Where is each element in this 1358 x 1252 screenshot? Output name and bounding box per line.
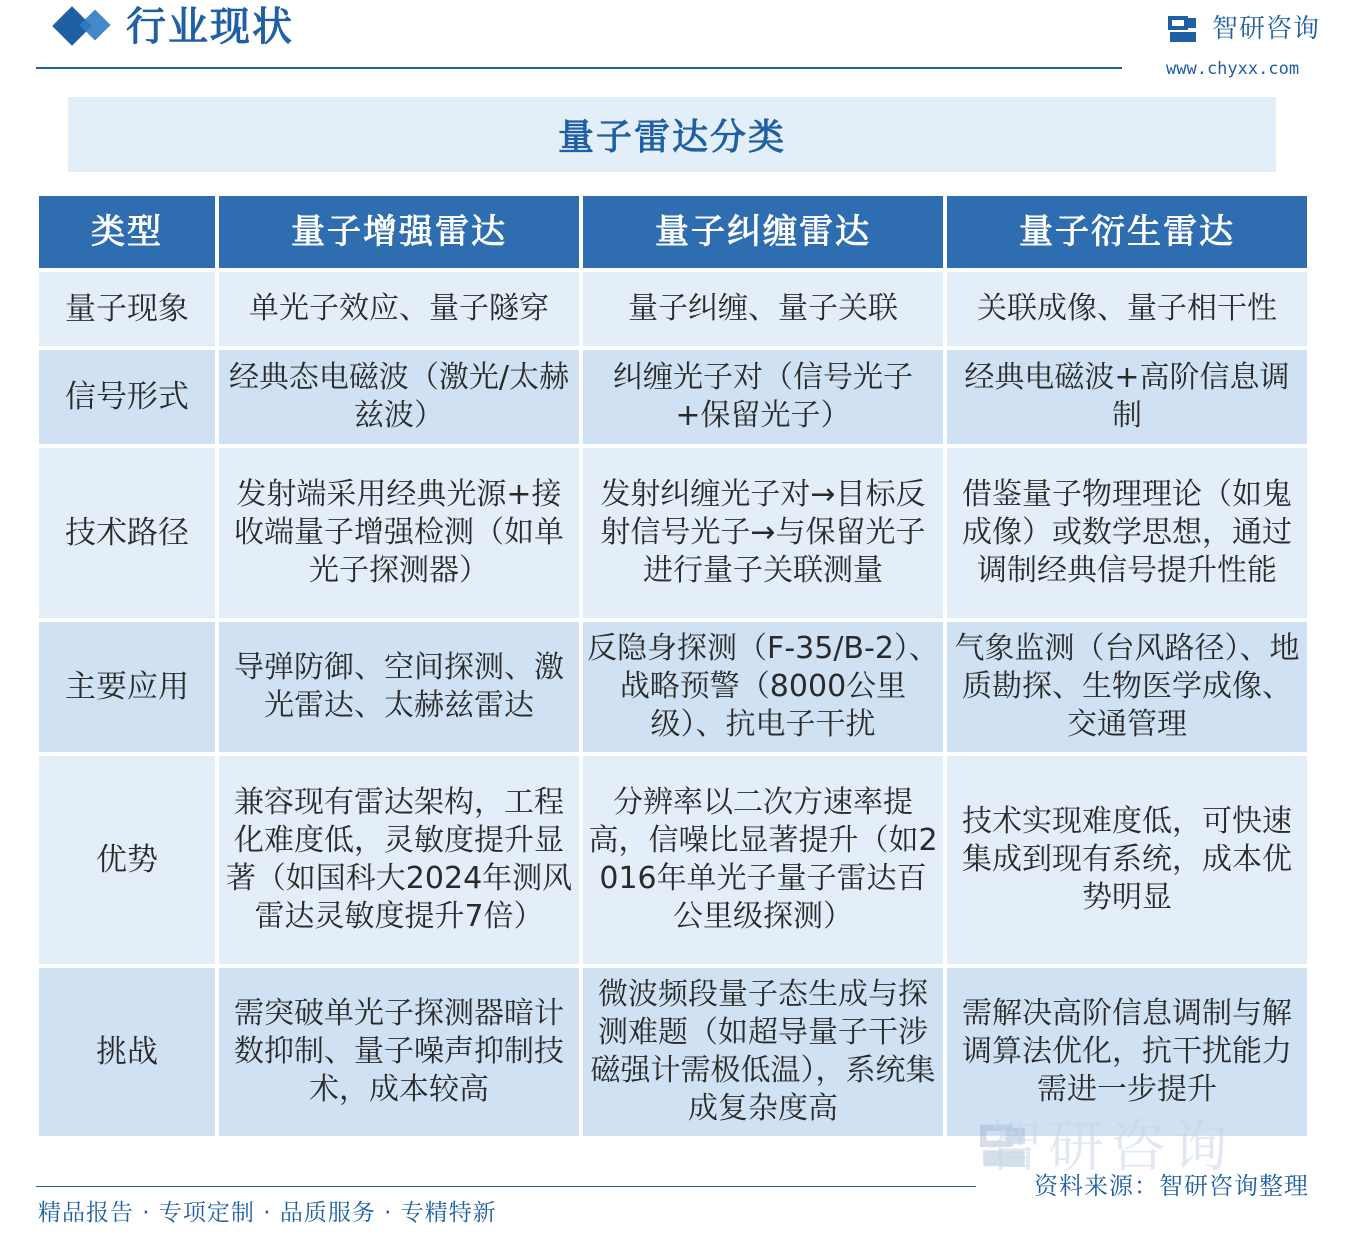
table-cell: 量子纠缠、量子关联: [581, 270, 945, 348]
footer-slogan: 精品报告 · 专项定制 · 品质服务 · 专精特新: [38, 1200, 497, 1226]
table-cell: 需突破单光子探测器暗计数抑制、量子噪声抑制技术，成本较高: [217, 966, 581, 1138]
brand-logo-icon: [1168, 16, 1198, 44]
table-cell: 借鉴量子物理理论（如鬼成像）或数学思想，通过调制经典信号提升性能: [945, 446, 1309, 620]
column-header-type: 类型: [37, 194, 217, 270]
table-cell: 微波频段量子态生成与探测难题（如超导量子干涉磁强计需极低温），系统集成复杂度高: [581, 966, 945, 1138]
row-label: 主要应用: [37, 620, 217, 754]
diamond-accent-icon: [79, 9, 110, 40]
row-label: 优势: [37, 754, 217, 966]
table-cell: 气象监测（台风路径）、地质勘探、生物医学成像、交通管理: [945, 620, 1309, 754]
table-row: [37, 270, 1309, 348]
section-title: 行业现状: [126, 4, 294, 50]
watermark-text: 智研咨询: [986, 1115, 1234, 1180]
column-header-derived: 量子衍生雷达: [945, 194, 1309, 270]
page-header: [0, 0, 1358, 80]
table-cell: 经典电磁波+高阶信息调制: [945, 348, 1309, 446]
table-cell: 技术实现难度低，可快速集成到现有系统，成本优势明显: [945, 754, 1309, 966]
table-row: [37, 446, 1309, 620]
table-cell: 导弹防御、空间探测、激光雷达、太赫兹雷达: [217, 620, 581, 754]
row-label: 技术路径: [37, 446, 217, 620]
header-divider: [36, 67, 1122, 69]
table-header-row: [37, 194, 1309, 270]
brand-url: www.chyxx.com: [1166, 59, 1300, 79]
source-note: 资料来源：智研咨询整理: [1034, 1172, 1309, 1200]
table-cell: 发射端采用经典光源+接收端量子增强检测（如单光子探测器）: [217, 446, 581, 620]
brand-name: 智研咨询: [1212, 14, 1321, 44]
table-title: 量子雷达分类: [68, 97, 1276, 172]
quantum-radar-table: [35, 192, 1311, 1140]
table-row: [37, 966, 1309, 1138]
row-label: 挑战: [37, 966, 217, 1138]
table-cell: 兼容现有雷达架构，工程化难度低，灵敏度提升显著（如国科大2024年测风雷达灵敏度提升7倍）: [217, 754, 581, 966]
table-cell: 反隐身探测（F-35/B-2）、战略预警（8000公里级）、抗电子干扰: [581, 620, 945, 754]
table-cell: 关联成像、量子相干性: [945, 270, 1309, 348]
column-header-entangled: 量子纠缠雷达: [581, 194, 945, 270]
table-row: [37, 754, 1309, 966]
table-cell: 经典态电磁波（激光/太赫兹波）: [217, 348, 581, 446]
footer-divider: [36, 1186, 976, 1187]
table-row: [37, 620, 1309, 754]
table-cell: 纠缠光子对（信号光子+保留光子）: [581, 348, 945, 446]
table-cell: 发射纠缠光子对→目标反射信号光子→与保留光子进行量子关联测量: [581, 446, 945, 620]
table-row: [37, 348, 1309, 446]
table-cell: 需解决高阶信息调制与解调算法优化，抗干扰能力需进一步提升: [945, 966, 1309, 1138]
table-cell: 单光子效应、量子隧穿: [217, 270, 581, 348]
row-label: 量子现象: [37, 270, 217, 348]
row-label: 信号形式: [37, 348, 217, 446]
table-cell: 分辨率以二次方速率提高，信噪比显著提升（如2016年单光子量子雷达百公里级探测）: [581, 754, 945, 966]
column-header-enhanced: 量子增强雷达: [217, 194, 581, 270]
